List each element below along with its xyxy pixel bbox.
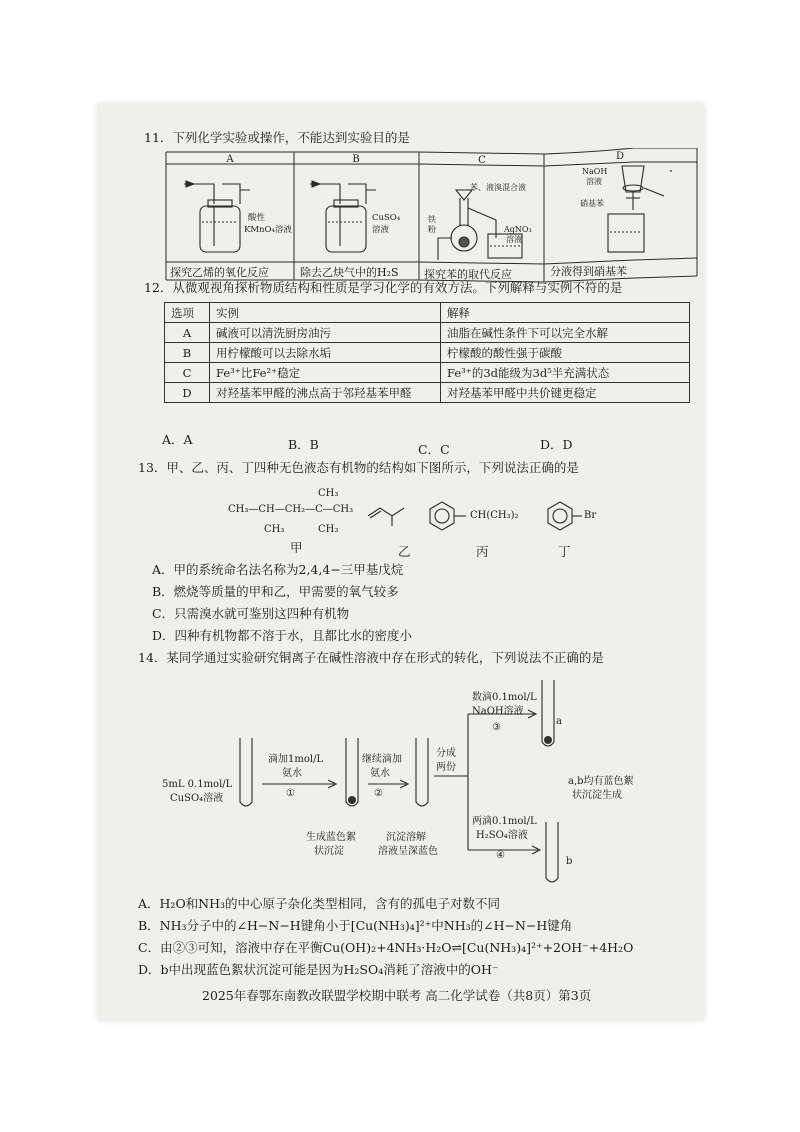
- table-row: [165, 383, 690, 403]
- q14-step1-n: ①: [286, 788, 295, 799]
- q13-structures: [368, 488, 708, 532]
- q14-step3-n: ③: [492, 722, 501, 733]
- q12-option-a: A．A: [162, 432, 193, 447]
- gas-bottle-b-icon: [310, 181, 376, 252]
- q11-a-caption: 探究乙烯的氧化反应: [170, 266, 269, 279]
- q11-c-label-right2: 溶液: [506, 235, 522, 244]
- q14-step4-n: ④: [496, 850, 505, 861]
- q13-jia-bottom2: CH₃: [318, 524, 339, 535]
- q11-letter-d: D: [615, 151, 625, 162]
- q14-stem: 14．某同学通过实验研究铜离子在碱性溶液中存在形式的转化，下列说法不正确的是: [138, 650, 604, 665]
- q13-jia-main: CH₃—CH—CH₂—C—CH₃: [228, 504, 354, 515]
- q14-step2-a: 继续滴加: [362, 754, 402, 765]
- exam-page: [98, 104, 704, 1020]
- table-cell: D: [165, 383, 210, 403]
- precipitate-icon: [544, 736, 552, 744]
- q14-step2-b: 氨水: [370, 768, 390, 779]
- q13-option-b: B．燃烧等质量的甲和乙，甲需要的氧气较多: [152, 584, 399, 599]
- q14-obs3-a: a,b均有蓝色絮: [568, 776, 634, 787]
- table-row: [165, 323, 690, 343]
- q11-d-label-top2: 溶液: [586, 177, 602, 186]
- q12-header-option: 选项: [165, 303, 210, 323]
- table-cell: 对羟基苯甲醛中共价键更稳定: [441, 383, 690, 403]
- table-cell: Fe³⁺的3d能级为3d⁵半充满状态: [441, 363, 690, 383]
- q14-option-b: B．NH₃分子中的∠H−N−H键角小于[Cu(NH₃)₄]²⁺中NH₃的∠H−N−H键角: [138, 918, 573, 933]
- q12-option-d: D．D: [540, 437, 573, 452]
- q14-start1: 5mL 0.1mol/L: [162, 779, 233, 790]
- q14-option-a: A．H₂O和NH₃的中心原子杂化类型相同，含有的孤电子对数不同: [138, 896, 501, 911]
- q12-header-example: 实例: [210, 303, 441, 323]
- q14-step1-b: 氨水: [282, 768, 302, 779]
- q11-c-label-top: 苯、液溴混合液: [470, 183, 526, 192]
- table-row: [165, 303, 690, 323]
- q14-step4-b: H₂SO₄溶液: [476, 830, 528, 841]
- q13-name-jia: 甲: [290, 540, 303, 555]
- gas-bottle-a-icon: [184, 181, 250, 252]
- q12-header-explanation: 解释: [441, 303, 690, 323]
- q11-c-label-right1: AgNO₃: [504, 225, 532, 234]
- q13-name-yi: 乙: [398, 544, 411, 559]
- q11-stem: 11．下列化学实验或操作，不能达到实验目的是: [144, 130, 410, 145]
- q12-option-c: C．C: [418, 442, 450, 457]
- speck: [670, 170, 672, 172]
- q14-step4-a: 两滴0.1mol/L: [472, 816, 537, 827]
- q14-obs2-b: 溶液呈深蓝色: [378, 846, 438, 857]
- q14-option-c: C．由②③可知，溶液中存在平衡Cu(OH)₂+4NH₃·H₂O⇌[Cu(NH₃)₄]²⁺+2OH⁻+4H₂O: [138, 940, 634, 955]
- q14-option-d: D．b中出现蓝色絮状沉淀可能是因为H₂SO₄消耗了溶液中的OH⁻: [138, 962, 499, 977]
- q14-tube-a-label: a: [556, 716, 562, 727]
- table-cell: 用柠檬酸可以去除水垢: [210, 343, 441, 363]
- table-cell: 柠檬酸的酸性强于碳酸: [441, 343, 690, 363]
- q11-a-label1: 酸性: [248, 213, 266, 223]
- q14-tube-b-label: b: [566, 856, 573, 867]
- table-cell: 对羟基苯甲醛的沸点高于邻羟基苯甲醛: [210, 383, 441, 403]
- q13-jia-top: CH₃: [318, 488, 339, 499]
- q14-step1-a: 滴加1mol/L: [268, 754, 324, 765]
- q14-split-a: 分成: [436, 748, 456, 759]
- q14-obs1-b: 状沉淀: [314, 846, 344, 857]
- table-row: [165, 343, 690, 363]
- q14-obs3-b: 状沉淀生成: [572, 790, 622, 801]
- q11-c-label-left1: 铁: [428, 215, 436, 224]
- table-cell: B: [165, 343, 210, 363]
- q13-name-bing: 丙: [476, 544, 489, 559]
- precipitate-icon: [348, 796, 356, 804]
- q14-step3-b: NaOH溶液: [472, 706, 524, 717]
- q11-b-label1: CuSO₄: [372, 213, 401, 223]
- q11-apparatus-table: [164, 148, 699, 288]
- q13-option-a: A．甲的系统命名法名称为2,4,4−三甲基戊烷: [152, 562, 404, 577]
- q14-split-b: 两份: [436, 762, 456, 773]
- q11-a-label2: KMnO₄溶液: [244, 225, 292, 235]
- q13-name-ding: 丁: [558, 544, 571, 559]
- q11-letter-a: A: [226, 154, 234, 165]
- q14-obs1-a: 生成蓝色絮: [306, 832, 356, 843]
- q14-step3-a: 数滴0.1mol/L: [472, 692, 537, 703]
- q11-c-caption: 探究苯的取代反应: [424, 268, 512, 281]
- table-cell: 碱液可以清洗厨房油污: [210, 323, 441, 343]
- table-cell: 油脂在碱性条件下可以完全水解: [441, 323, 690, 343]
- q11-d-caption: 分液得到硝基苯: [550, 265, 627, 278]
- q14-start2: CuSO₄溶液: [170, 793, 224, 804]
- page-footer: 2025年春鄂东南教改联盟学校期中联考 高二化学试卷（共8页）第3页: [202, 988, 592, 1003]
- q11-b-caption: 除去乙炔气中的H₂S: [300, 266, 399, 279]
- q11-b-label2: 溶液: [372, 225, 390, 235]
- q11-d-label-left: 硝基苯: [580, 199, 604, 208]
- q12-table: [164, 302, 690, 403]
- q13-jia-bottom1: CH₃: [264, 524, 285, 535]
- q14-obs2-a: 沉淀溶解: [386, 832, 426, 843]
- table-cell: A: [165, 323, 210, 343]
- q13-bing-group: CH(CH₃)₂: [470, 510, 519, 521]
- q13-stem: 13．甲、乙、丙、丁四种无色液态有机物的结构如下图所示，下列说法正确的是: [138, 460, 579, 475]
- q13-ding-group: Br: [584, 510, 597, 521]
- table-cell: C: [165, 363, 210, 383]
- table-row: [165, 363, 690, 383]
- q14-step2-n: ②: [374, 788, 383, 799]
- q11-d-label-top1: NaOH: [582, 167, 608, 176]
- table-cell: Fe³⁺比Fe²⁺稳定: [210, 363, 441, 383]
- q11-letter-c: C: [478, 155, 486, 166]
- q12-option-b: B．B: [288, 437, 319, 452]
- q11-c-label-left2: 粉: [428, 225, 436, 234]
- q13-option-c: C．只需溴水就可鉴别这四种有机物: [152, 606, 350, 621]
- separatory-funnel-d-icon: [608, 166, 664, 252]
- q13-option-d: D．四种有机物都不溶于水，且都比水的密度小: [152, 628, 413, 643]
- q11-letter-b: B: [352, 154, 360, 165]
- q12-stem: 12．从微观视角探析物质结构和性质是学习化学的有效方法。下列解释与实例不符的是: [144, 280, 623, 295]
